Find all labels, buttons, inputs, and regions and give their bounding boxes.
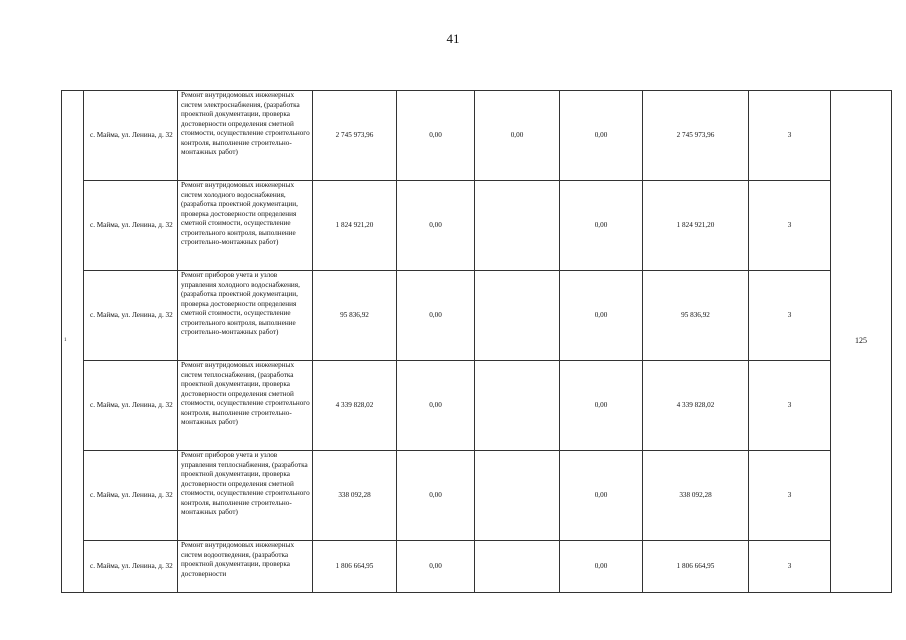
group-total-cell: 125 xyxy=(831,91,892,593)
amount-cell: 4 339 828,02 xyxy=(643,361,749,451)
work-description-cell xyxy=(178,541,313,593)
amount-cell: 0,00 xyxy=(397,361,475,451)
work-description: Ремонт внутридомовых инженерных систем холодного водоснабжения, (разработка проектной документации, проверка достоверности определения сметной стоимости, осуществление строительного контроля, выполнение строительно-монтажных работ) xyxy=(181,181,298,246)
amount-cell: 0,00 xyxy=(560,271,643,361)
work-description-cell xyxy=(178,181,313,271)
work-description: Ремонт внутридомовых инженерных систем теплоснабжения, (разработка проектной документации, проверка достоверности определения сметной стоимости, осуществление строительного контроля, выполнение строительно-монтажных работ) xyxy=(181,361,310,426)
amount-cell: 338 092,28 xyxy=(643,451,749,541)
amount-cell: 0,00 xyxy=(397,91,475,181)
total-cost-cell: 1 806 664,95 xyxy=(313,541,397,593)
total-cost-cell: 4 339 828,02 xyxy=(313,361,397,451)
works-table xyxy=(61,90,892,593)
work-description: Ремонт внутридомовых инженерных систем электроснабжения, (разработка проектной документации, проверка достоверности определения сметной стоимости, осуществление строительного контроля, выполнение строительно-монтажных работ) xyxy=(181,91,310,156)
amount-cell: 95 836,92 xyxy=(643,271,749,361)
year-cell: 3 xyxy=(749,361,831,451)
amount-cell: 0,00 xyxy=(560,451,643,541)
table-row xyxy=(62,541,892,593)
page-number: 41 xyxy=(446,31,460,46)
work-description: Ремонт приборов учета и узлов управления теплоснабжения, (разработка проектной документации, проверка достоверности определения сметной стоимости, осуществление строительного контроля, выполнение строительно-монтажных работ) xyxy=(181,451,310,516)
amount-cell: 0,00 xyxy=(397,271,475,361)
year-cell: 3 xyxy=(749,91,831,181)
amount-cell: 2 745 973,96 xyxy=(643,91,749,181)
work-description: Ремонт приборов учета и узлов управления холодного водоснабжения, (разработка проектной документации, проверка достоверности определения сметной стоимости, осуществление строительного контроля, выполнение строительно-монтажных работ) xyxy=(181,271,300,336)
amount-cell: 0,00 xyxy=(560,91,643,181)
work-description: Ремонт внутридомовых инженерных систем водоотведения, (разработка проектной документации, проверка достоверности xyxy=(181,541,295,578)
total-cost-cell: 2 745 973,96 xyxy=(313,91,397,181)
total-cost-cell: 95 836,92 xyxy=(313,271,397,361)
table-row xyxy=(62,91,892,181)
work-description-cell xyxy=(178,361,313,451)
table-row xyxy=(62,451,892,541)
address-cell: с. Майма, ул. Ленина, д. 32 xyxy=(84,361,178,451)
amount-cell xyxy=(475,541,560,593)
amount-cell: 1 824 921,20 xyxy=(643,181,749,271)
address-cell: с. Майма, ул. Ленина, д. 32 xyxy=(84,451,178,541)
amount-cell: 1 806 664,95 xyxy=(643,541,749,593)
amount-cell: 0,00 xyxy=(397,451,475,541)
work-description-cell xyxy=(178,451,313,541)
table-row xyxy=(62,271,892,361)
total-cost-cell: 338 092,28 xyxy=(313,451,397,541)
total-cost-cell: 1 824 921,20 xyxy=(313,181,397,271)
year-cell: 3 xyxy=(749,271,831,361)
year-cell: 3 xyxy=(749,181,831,271)
group-index-cell: 1 xyxy=(62,91,84,593)
amount-cell: 0,00 xyxy=(560,361,643,451)
amount-cell: 0,00 xyxy=(560,541,643,593)
table-row xyxy=(62,361,892,451)
address-cell: с. Майма, ул. Ленина, д. 32 xyxy=(84,181,178,271)
year-cell: 3 xyxy=(749,451,831,541)
work-description-cell xyxy=(178,91,313,181)
amount-cell xyxy=(475,271,560,361)
amount-cell: 0,00 xyxy=(560,181,643,271)
table-row xyxy=(62,181,892,271)
amount-cell: 0,00 xyxy=(397,181,475,271)
address-cell: с. Майма, ул. Ленина, д. 32 xyxy=(84,91,178,181)
amount-cell xyxy=(475,361,560,451)
amount-cell xyxy=(475,451,560,541)
address-cell: с. Майма, ул. Ленина, д. 32 xyxy=(84,271,178,361)
address-cell: с. Майма, ул. Ленина, д. 32 xyxy=(84,541,178,593)
work-description-cell xyxy=(178,271,313,361)
amount-cell: 0,00 xyxy=(397,541,475,593)
works-table-body xyxy=(62,91,892,593)
amount-cell xyxy=(475,181,560,271)
year-cell: 3 xyxy=(749,541,831,593)
amount-cell: 0,00 xyxy=(475,91,560,181)
